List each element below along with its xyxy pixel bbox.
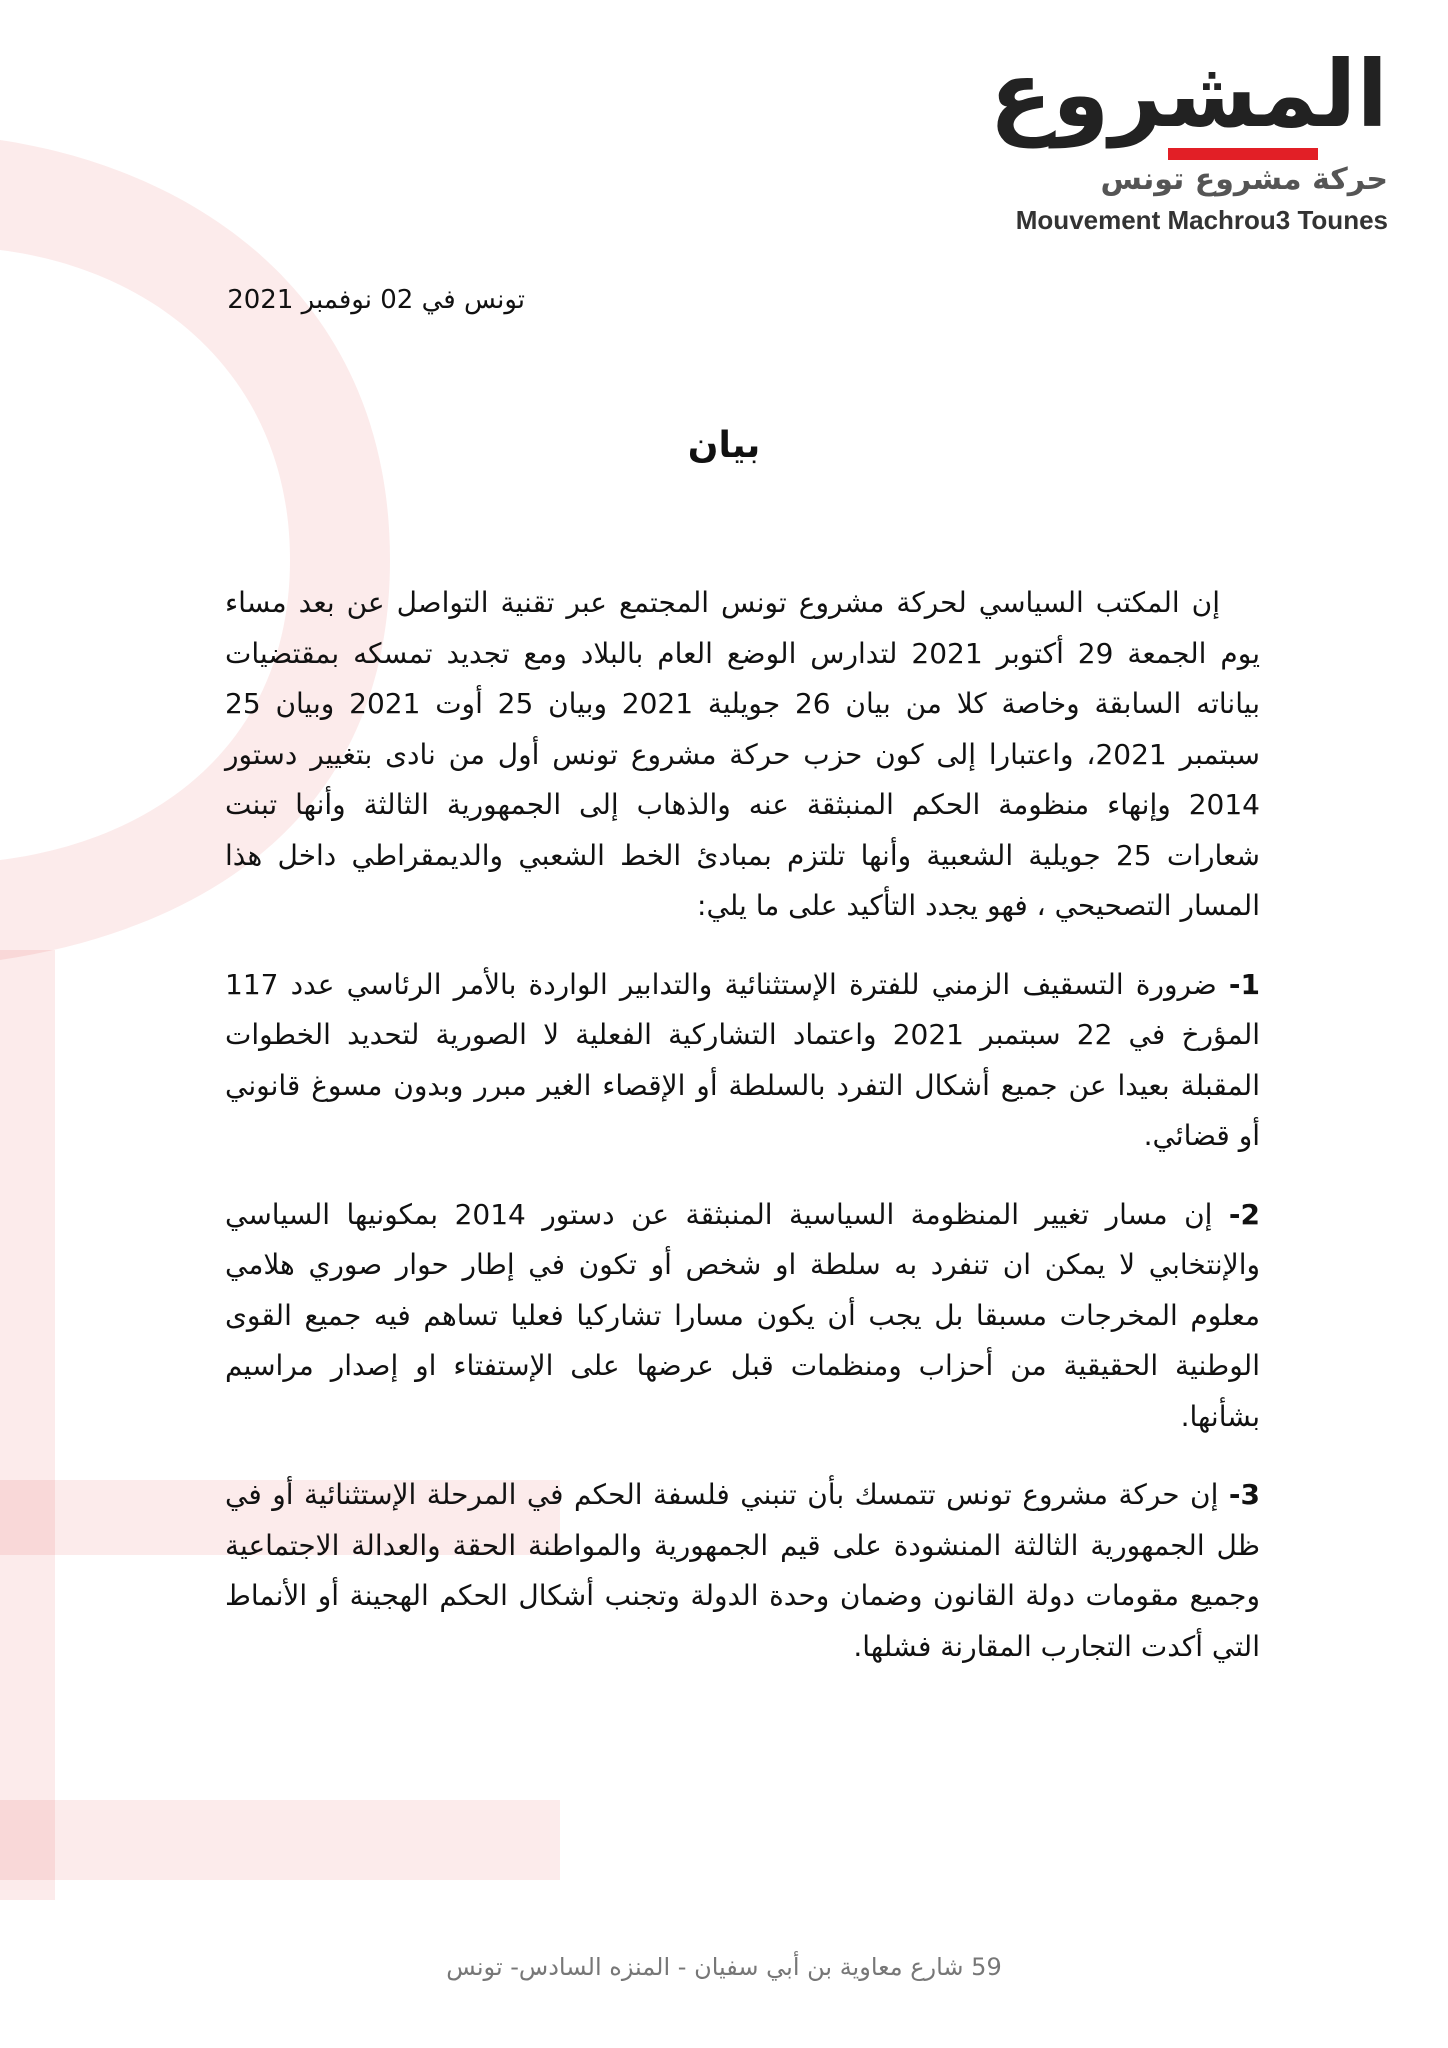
point-number: 2- (1228, 1197, 1260, 1231)
point-number: 3- (1228, 1478, 1260, 1511)
point-number: 1- (1228, 967, 1261, 1001)
intro-paragraph: إن المكتب السياسي لحركة مشروع تونس المجتمع عبر تقنية التواصل عن بعد مساء يوم الجمعة 29 أكتوبر 2021 لتدارس الوضع العام بالبلاد ومع تجديد تمسكه بمقتضيات بياناته السابقة وخاصة كلا من بيان 26 جويلية 2021 وبيان 25 أوت 2021 وبيان 25 سبتمبر 2021، واعتبارا إلى كون حزب حركة مشروع تونس أول من نادى بتغيير دستور 2014 وإنهاء منظومة الحكم المنبثقة عنه والذهاب إلى الجمهورية الثالثة وأنها تبنت شعارات 25 جويلية الشعبية وأنها تلتزم بمبادئ الخط الشعبي والديمقراطي داخل هذا المسار التصحيحي ، فهو يجدد التأكيد على ما يلي: (225, 586, 1261, 922)
document-body (225, 578, 1260, 1672)
footer-address: 59 شارع معاوية بن أبي سفيان - المنزه السادس- تونس (446, 1953, 1002, 1981)
logo-red-bar (1168, 148, 1318, 160)
document-date: تونس في 02 نوفمبر 2021 (227, 285, 525, 315)
logo-latin-name: Mouvement Machrou3 Tounes (1015, 205, 1388, 235)
logo-arabic-wordmark: المشروع (989, 41, 1388, 148)
point-3 (225, 1470, 1260, 1672)
logo-arabic-subtitle: حركة مشروع تونس (1100, 162, 1388, 197)
party-logo (968, 40, 1388, 235)
point-text: إن حركة مشروع تونس تتمسك بأن تنبني فلسفة الحكم في المرحلة الإستثنائية أو في ظل الجمهورية الثالثة المنشودة على قيم الجمهورية والمواطنة الحقة والعدالة الاجتماعية وجميع مقومات دولة القانون وضمان وحدة الدولة وتجنب أشكال الحكم الهجينة أو الأنماط التي أكدت التجارب المقارنة فشلها. (225, 1478, 1260, 1663)
point-text: ضرورة التسقيف الزمني للفترة الإستثنائية والتدابير الواردة بالأمر الرئاسي عدد 117 المؤرخ في 22 سبتمبر 2021 واعتماد التشاركية الفعلية لا الصورية لتحديد الخطوات المقبلة بعيدا عن جميع أشكال التفرد بالسلطة أو الإقصاء الغير مبرر وبدون مسوغ قانوني أو قضائي. (225, 967, 1261, 1152)
point-text: إن مسار تغيير المنظومة السياسية المنبثقة عن دستور 2014 بمكونيها السياسي والإنتخابي لا يمكن ان تنفرد به سلطة او شخص أو تكون في إطار حوار صوري هلامي معلوم المخرجات مسبقا بل يجب أن يكون مسارا تشاركيا فعليا تساهم فيه جميع القوى الوطنية الحقيقية من أحزاب ومنظمات قبل عرضها على الإستفتاء او إصدار مراسيم بشأنها. (225, 1197, 1260, 1433)
document-title: بيان (687, 425, 761, 466)
point-2 (225, 1190, 1260, 1443)
point-1 (225, 960, 1260, 1162)
